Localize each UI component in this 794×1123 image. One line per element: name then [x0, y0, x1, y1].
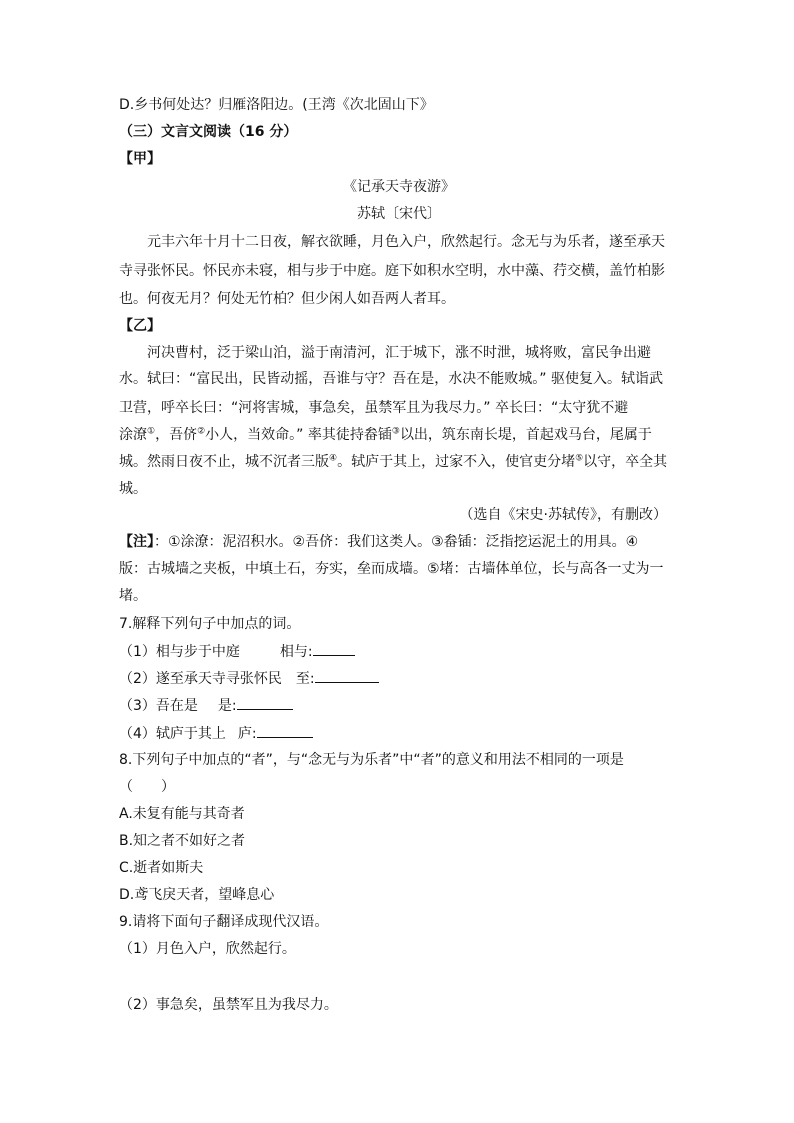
footnote-marker: ① [147, 426, 156, 437]
q7-sentence: （4）轼庐于其上 [119, 726, 226, 742]
q8-stem: 8.下列句子中加点的“者”，与“念无与为乐者”中“者”的意义和用法不相同的一项是 [119, 752, 624, 768]
part-b-line-2: 水。轼曰：“富民出，民皆动摇，吾谁与守？吾在是，水决不能败城。” 驱使复入。轼诣武 [119, 371, 663, 387]
answer-blank[interactable] [237, 695, 293, 710]
part-b-line-1: 河决曹村，泛于梁山泊，溢于南清河，汇于城下，涨不时泄，城将败，富民争出避 [147, 345, 651, 361]
q7-sentence: （1）相与步于中庭 [119, 644, 240, 660]
q6-option-d: D.乡书何处达？归雁洛阳边。(王湾《次北固山下》 [119, 97, 434, 113]
notes-text: ：①涂潦：泥沼积水。②吾侪：我们这类人。③畚锸：泛指挖运泥土的用具。④ [154, 534, 639, 550]
q9-stem: 9.请将下面句子翻译成现代汉语。 [119, 914, 329, 930]
footnote-marker: ④ [329, 453, 338, 464]
notes-label: 【注】 [119, 534, 154, 550]
notes-line-3: 堵。 [119, 588, 147, 604]
text-span: 涂潦 [119, 427, 147, 443]
answer-blank[interactable] [257, 723, 313, 738]
text-span: 小人，当效命。” 率其徒持畚锸 [205, 427, 392, 443]
q7-word: 庐: [237, 726, 257, 742]
q7-item-3 [119, 695, 293, 716]
answer-blank[interactable] [313, 641, 355, 656]
q8-option-a: A.未复有能与其奇者 [119, 806, 245, 822]
part-b-line-3: 卫营，呼卒长曰：“河将害城，事急矣，虽禁军且为我尽力。” 卒长曰：“太守犹不避 [119, 400, 629, 416]
q7-word: 是: [217, 698, 237, 714]
part-a-line-1: 元丰六年十月十二日夜，解衣欲睡，月色入户，欣然起行。念无与为乐者，遂至承天 [147, 234, 665, 250]
q8-option-c: C.逝者如斯夫 [119, 860, 204, 876]
q9-item-2: （2）事急矣，虽禁军且为我尽力。 [119, 997, 338, 1013]
q7-sentence: （2）遂至承天寺寻张怀民 [119, 671, 282, 687]
q9-item-1: （1）月色入户，欣然起行。 [119, 941, 296, 957]
q7-word: 至: [295, 671, 315, 687]
q8-answer-paren[interactable]: （ ） [119, 779, 175, 795]
text-span: 以出，筑东南长堤，首起戏马台，尾属于 [399, 427, 652, 443]
text-span: 。轼庐于其上，过家不入，使官吏分堵 [337, 454, 576, 470]
footnote-marker: ⑤ [575, 453, 584, 464]
part-a-line-3: 也。何夜无月？何处无竹柏？但少闲人如吾两人者耳。 [119, 291, 455, 307]
notes-line-1 [119, 532, 638, 552]
part-a-label: 【甲】 [119, 151, 161, 167]
part-b-label: 【乙】 [119, 318, 161, 334]
q7-item-2 [119, 668, 379, 689]
q7-stem: 7.解释下列句子中加点的词。 [119, 616, 301, 632]
q7-item-4 [119, 723, 313, 744]
text-span: ，吾侪 [155, 427, 198, 443]
text-span: 城。然雨日夜不止，城不沉者三版 [119, 454, 329, 470]
footnote-marker: ② [197, 426, 206, 437]
q7-item-1 [119, 641, 355, 662]
q7-sentence: （3）吾在是 [119, 698, 198, 714]
section-heading: （三）文言文阅读（16 分） [119, 124, 298, 140]
q8-option-b: B.知之者不如好之者 [119, 833, 246, 849]
footnote-marker: ③ [391, 426, 400, 437]
part-b-line-5 [119, 452, 667, 472]
part-a-line-2: 寺寻张怀民。怀民亦未寝，相与步于中庭。庭下如积水空明，水中藻、荇交横，盖竹柏影 [119, 263, 665, 279]
q7-word: 相与: [279, 644, 313, 660]
passage-author: 苏轼〔宋代〕 [357, 206, 441, 222]
part-b-line-6: 城。 [119, 481, 147, 497]
passage-title: 《记承天寺夜游》 [343, 179, 455, 195]
q8-option-d: D.鸢飞戾天者，望峰息心 [119, 887, 275, 903]
part-b-line-4 [119, 425, 652, 445]
notes-line-2: 版：古城墙之夹板，中填土石，夯实，垒而成墙。⑤堵：古墙体单位，长与高各一丈为一 [119, 561, 664, 577]
text-span: 以守，卒全其 [583, 454, 668, 470]
source-citation: （选自《宋史·苏轼传》，有删改） [459, 507, 667, 523]
answer-blank[interactable] [315, 668, 379, 683]
